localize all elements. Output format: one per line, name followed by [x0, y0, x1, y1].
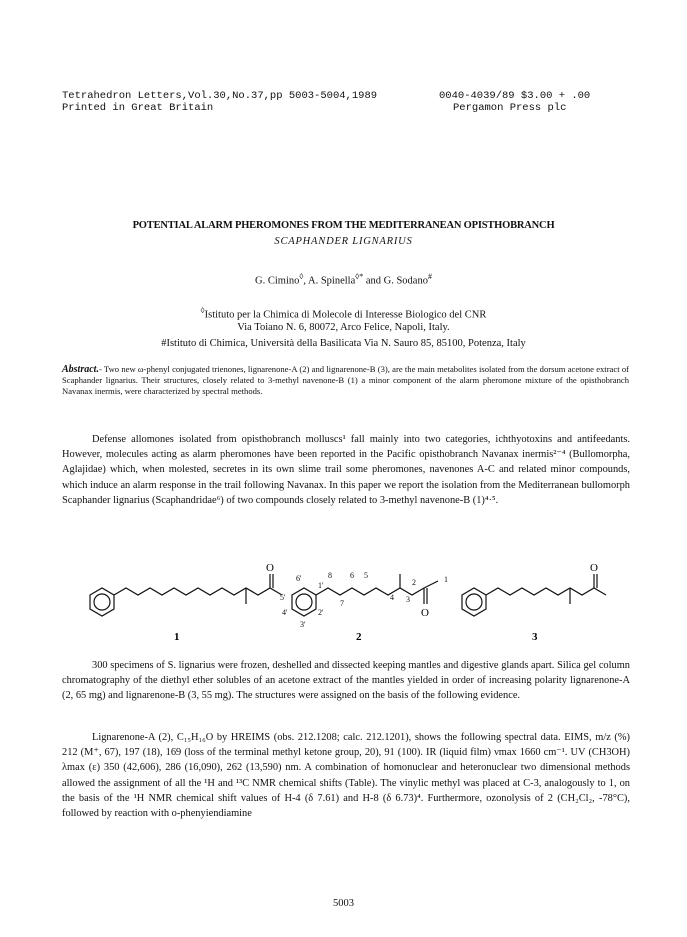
oxygen-label: O: [590, 562, 598, 574]
journal-citation: Tetrahedron Letters,Vol.30,No.37,pp 5003-5004,1989: [62, 90, 378, 102]
lignarenone-a-paragraph: [62, 730, 630, 821]
author-mark: #: [427, 272, 432, 281]
affiliation-mark: ◊: [200, 306, 205, 315]
author-mark: ◊: [299, 272, 304, 281]
aromatic-circle: [296, 594, 312, 610]
paragraph-text: Defense allomones isolated from opisthobranch molluscs¹ fall mainly into two categories, ichthyotoxins and antifeedants. However, molecules acting as alarm pheromones have been reported in the Pacific opisthobranch Navanax inermis²⁻⁴ (Bullomorpha, Aglajidae) which, when molested, secretes in its own slime trail some pheromones, navenones A-C and related minor compounds, which induce an alarm response in the trail following Navanax. In this paper we report the isolation from the Mediterranean bullomorph Scaphander lignarius (Scaphandridae⁶) of two compounds closely related to 3-methyl navenone-B (1)⁴·⁵.: [62, 434, 630, 506]
paragraph-text: Lignarenone-A (2), C₁₅H₁₆O by HREIMS (obs. 212.1208; calc. 212.1201), shows the following spectral data. EIMS, m/z (%) 212 (M⁺, 67), 197 (18), 169 (loss of the terminal methyl ketone group, 20), 91 (100). IR (liquid film) νmax 1660 cm⁻¹. UV (CH3OH) λmax (ε) 350 (42,606), 286 (16,090), 262 (13,590) nm. A combination of homonuclear and heteronuclear two dimensional methods allowed the assignment of all the ¹H and ¹³C NMR chemical shifts (Table). The vinylic methyl was placed at C-3, analogously to 1, on the basis of the ¹H NMR chemical shift values of H-4 (δ 7.61) and H-8 (δ 6.73)⁴. Furthermore, ozonolysis of 2 (CH₂Cl₂, -78°C), followed by reaction with o-phenyiendiamine: [62, 732, 630, 820]
oxygen-label: O: [266, 562, 274, 574]
methyl-terminal: [424, 581, 438, 588]
isolation-paragraph: [62, 658, 630, 704]
polyene-chain: [316, 588, 424, 595]
atom-number: 2': [318, 608, 324, 617]
issn-price: 0040-4039/89 $3.00 + .00: [439, 90, 591, 102]
atom-number: 3: [406, 595, 410, 604]
chemical-structures-figure: [60, 560, 630, 650]
paper-title: POTENTIAL ALARM PHEROMONES FROM THE MEDITERRANEAN OPISTHOBRANCH: [132, 220, 555, 231]
atom-number: 5: [364, 571, 368, 580]
author-spinella: , A. Spinella: [303, 275, 356, 287]
affiliation-cnr: [0, 306, 687, 321]
abstract-text: - Two new ω-phenyl conjugated trienones, lignarenone-A (2) and lignarenone-B (3), are the main metabolites isolated from the dorsum acetone extract of Scaphander lignarius. Their structures, closely related to 3-methyl navenone-B (1) a minor component of the alarm pheromone mixture of the opisthobranch Navanax inermis, were characterized by spectral methods.: [62, 364, 629, 396]
polyene-chain: [114, 588, 282, 595]
abstract: [62, 364, 629, 397]
aromatic-circle: [466, 594, 482, 610]
atom-number: 4: [390, 593, 394, 602]
author-mark: ◊*: [355, 272, 364, 281]
affiliation-mark: #: [161, 338, 167, 349]
atom-number: 7: [340, 599, 344, 608]
paper-title-species: SCAPHANDER LIGNARIUS: [274, 236, 413, 247]
intro-paragraph: [62, 432, 630, 508]
atom-number: 1: [444, 575, 448, 584]
atom-numbering: [280, 571, 448, 629]
structure-1: [90, 574, 282, 616]
affiliation-text: Istituto per la Chimica di Molecole di Interesse Biologico del CNR: [204, 309, 487, 321]
author-sodano: and G. Sodano: [363, 275, 428, 287]
oxygen-label: O: [421, 607, 429, 619]
atom-number: 5': [280, 593, 286, 602]
page-number: 5003: [333, 898, 354, 909]
author-cimino: G. Cimino: [255, 275, 300, 287]
atom-number: 3': [300, 620, 306, 629]
atom-number: 1': [318, 581, 324, 590]
aromatic-circle: [94, 594, 110, 610]
paragraph-text: 300 specimens of S. lignarius were frozen, deshelled and dissected keeping mantles and digestive glands apart. Silica gel column chromatography of the diethyl ether solubles of an acetone extract of the mantles yielded in order of increasing polarity lignarenone-A (2, 65 mg) and lignarenone-B (3, 55 mg). The structures were assigned on the basis of the following evidence.: [62, 660, 630, 702]
structure-3: [462, 574, 606, 616]
affiliation-basilicata: [0, 338, 687, 349]
author-list: [0, 272, 687, 287]
printed-in: Printed in Great Britain: [62, 102, 214, 114]
structure-2: [292, 574, 438, 616]
structure-label-2: 2: [356, 631, 362, 643]
atom-number: 6: [350, 571, 354, 580]
atom-number: 2: [412, 578, 416, 587]
atom-number: 6': [296, 574, 302, 583]
atom-number: 8: [328, 571, 332, 580]
affiliation-address: Via Toiano N. 6, 80072, Arco Felice, Napoli, Italy.: [237, 322, 450, 333]
atom-number: 4': [282, 608, 288, 617]
abstract-label: Abstract.: [62, 364, 99, 375]
polyene-chain: [486, 588, 606, 595]
affiliation-text: Istituto di Chimica, Università della Basilicata Via N. Sauro 85, 85100, Potenza, Italy: [166, 338, 526, 349]
publisher: Pergamon Press plc: [453, 102, 567, 114]
structure-label-1: 1: [174, 631, 180, 643]
structure-label-3: 3: [532, 631, 538, 643]
